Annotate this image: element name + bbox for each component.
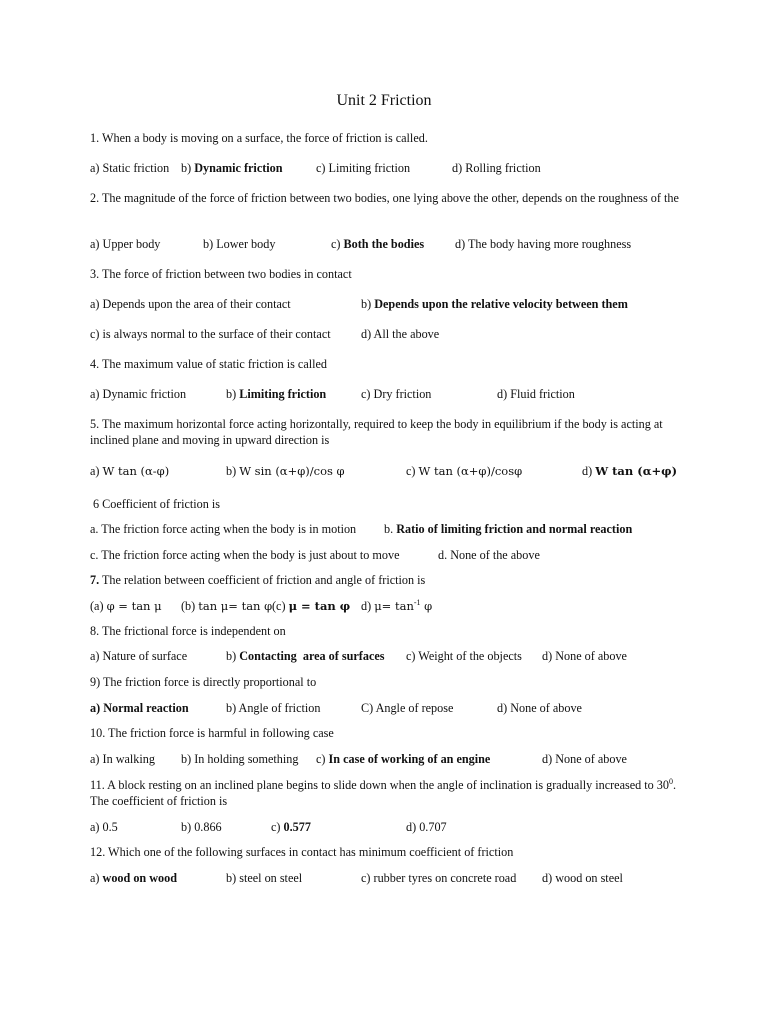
q1-option-b: b) Dynamic friction: [181, 161, 283, 175]
q10-option-b: b) In holding something: [181, 752, 299, 766]
q2-option-c: c) Both the bodies: [331, 237, 425, 251]
q2-option-a: a) Upper body: [90, 237, 161, 251]
q1-option-c: c) Limiting friction: [316, 161, 411, 175]
q8-option-c: c) Weight of the objects: [406, 649, 522, 663]
q11-option-d: d) 0.707: [406, 820, 447, 834]
q12-option-c: c) rubber tyres on concrete road: [361, 871, 517, 885]
q7-option-d: d) $\mu= \tan^{-1} \varphi$: [361, 597, 433, 613]
q4-option-a: a) Dynamic friction: [90, 387, 187, 401]
q3-option-b: b) Depends upon the relative velocity between them: [361, 297, 628, 311]
q9-option-c: C) Angle of repose: [361, 701, 454, 715]
q5-option-b: b) W sin (α+φ)/cos φ: [226, 464, 345, 478]
q2-option-d: d) The body having more roughness: [455, 237, 632, 251]
q9-option-b: b) Angle of friction: [226, 701, 321, 715]
q4-option-b: b) Limiting friction: [226, 387, 327, 401]
q11-option-a: a) 0.5: [90, 820, 118, 834]
q5-option-c: c) W tan (α+φ)/cosφ: [406, 464, 523, 478]
q12-option-a: a) wood on wood: [90, 871, 178, 885]
q3-option-a: a) Depends upon the area of their contact: [90, 297, 291, 311]
question-10-text: 10. The friction force is harmful in following case: [90, 726, 334, 740]
q4-option-c: c) Dry friction: [361, 387, 432, 401]
question-8-text: 8. The frictional force is independent on: [90, 624, 286, 638]
q9-option-a: a) Normal reaction: [90, 701, 189, 715]
q10-option-d: d) None of above: [542, 752, 627, 766]
question-1-text: 1. When a body is moving on a surface, the force of friction is called.: [90, 131, 428, 145]
q1-option-d: d) Rolling friction: [452, 161, 541, 175]
question-2-text: 2. The magnitude of the force of friction between two bodies, one lying above the other, depends on the roughness of the: [90, 191, 679, 205]
q5-option-d: d) W tan (α+φ): [582, 464, 678, 478]
q11-option-b: b) 0.866: [181, 820, 222, 834]
question-11-text: 11. A block resting on an inclined plane begins to slide down when the angle of inclination is gradually increased to $30^0$. The coefficient of friction is: [90, 776, 677, 808]
q6-option-d: d. None of the above: [438, 548, 540, 562]
q1-option-a: a) Static friction: [90, 161, 170, 175]
q9-option-d: d) None of above: [497, 701, 582, 715]
q3-option-d: d) All the above: [361, 327, 440, 341]
question-6-text: 6 Coefficient of friction is: [93, 497, 221, 511]
q5-option-a: a) W tan (α-φ): [90, 464, 170, 478]
q8-option-b: b) Contacting area of surfaces: [226, 649, 385, 663]
q6-option-c: c. The friction force acting when the body is just about to move: [90, 548, 400, 562]
question-3-text: 3. The force of friction between two bodies in contact: [90, 267, 352, 281]
q12-option-d: d) wood on steel: [542, 871, 623, 885]
q3-option-c: c) is always normal to the surface of their contact: [90, 327, 331, 341]
page-title: Unit 2 Friction: [336, 92, 432, 109]
question-4-text: 4. The maximum value of static friction is called: [90, 357, 328, 371]
question-9-text: 9) The friction force is directly proportional to: [90, 675, 317, 689]
q10-option-c: c) In case of working of an engine: [316, 752, 491, 766]
q8-option-d: d) None of above: [542, 649, 627, 663]
q10-option-a: a) In walking: [90, 752, 155, 766]
q6-option-b: b. Ratio of limiting friction and normal reaction: [384, 522, 633, 536]
q4-option-d: d) Fluid friction: [497, 387, 575, 401]
q7-option-c: (c) μ = tan φ: [272, 599, 351, 613]
question-7-text: 7. The relation between coefficient of friction and angle of friction is: [90, 573, 426, 587]
q12-option-b: b) steel on steel: [226, 871, 303, 885]
q8-option-a: a) Nature of surface: [90, 649, 188, 663]
q2-option-b: b) Lower body: [203, 237, 276, 251]
q11-option-c: c) 0.577: [271, 820, 311, 834]
q6-option-a: a. The friction force acting when the body is in motion: [90, 522, 357, 536]
question-12-text: 12. Which one of the following surfaces in contact has minimum coefficient of friction: [90, 845, 514, 859]
q7-option-b: (b) tan μ= tan φ: [181, 599, 273, 613]
question-5-text: 5. The maximum horizontal force acting horizontally, required to keep the body in equilibrium if the body is acting at inclined plane and moving in upward direction is: [90, 417, 663, 447]
q7-option-a: (a) φ = tan μ: [90, 599, 162, 613]
